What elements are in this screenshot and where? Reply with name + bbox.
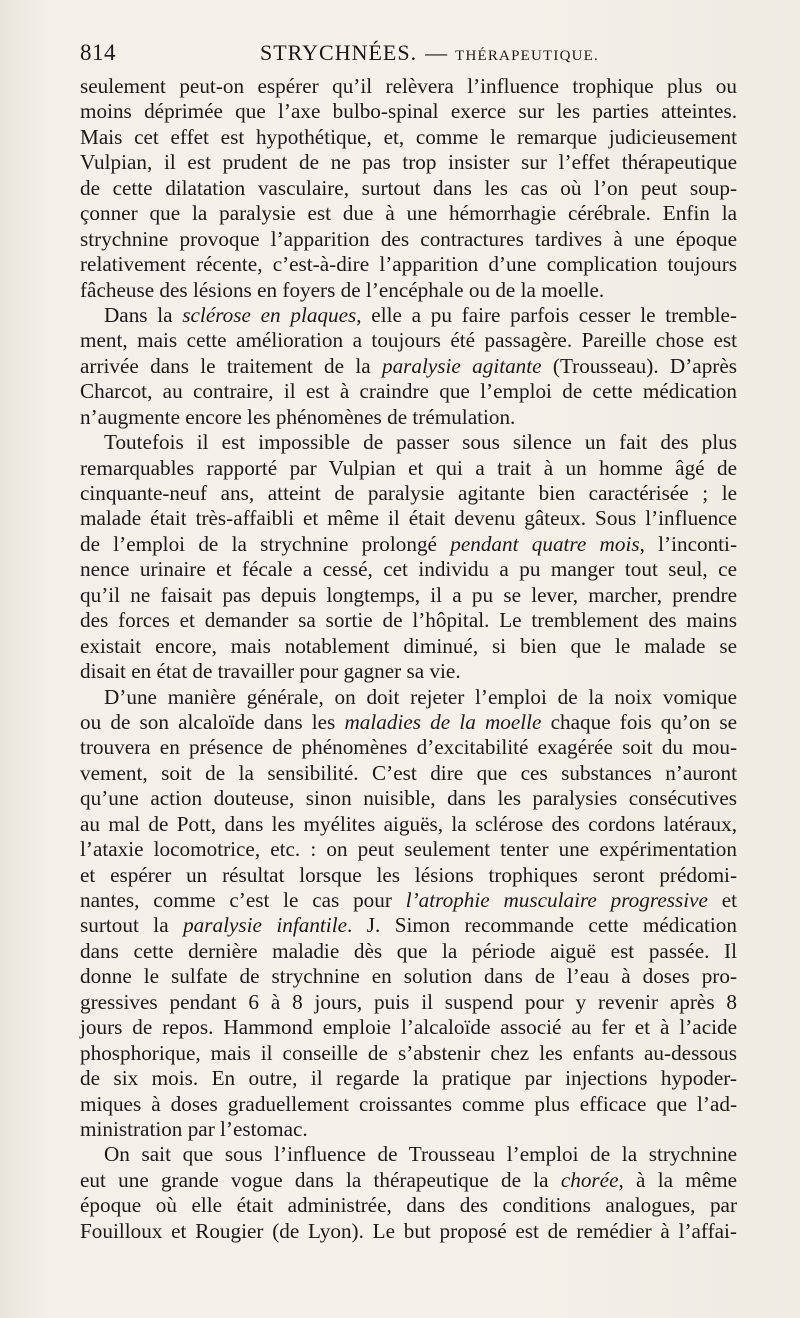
text-line	[80, 430, 737, 455]
text-segment: qu’une action douteuse, sinon nuisible, dans les paralysies consécutives	[80, 786, 737, 811]
text-line	[80, 888, 737, 913]
italic-term: paralysie infantile	[183, 913, 347, 938]
text-segment: et espérer un résultat lorsque les lésions trophiques seront prédomi-	[80, 862, 737, 887]
text-line	[80, 786, 737, 811]
text-line	[80, 990, 737, 1015]
text-line	[80, 532, 737, 557]
paragraph	[80, 1142, 737, 1244]
italic-term: maladies de la moelle	[344, 709, 542, 734]
text-segment: seulement peut-on espérer qu’il relèvera l’influence trophique plus ou	[80, 74, 737, 98]
text-line	[80, 557, 737, 582]
text-line	[80, 125, 737, 150]
text-line	[80, 99, 737, 124]
text-segment: miques à doses graduellement croissantes comme plus efficace que l’ad-	[80, 1091, 737, 1116]
text-segment: n’augmente encore les phénomènes de trémulation.	[80, 404, 516, 429]
text-segment: , l’inconti-	[639, 531, 737, 556]
text-segment: malade était très-affaibli et même il était devenu gâteux. Sous l’influence	[80, 506, 737, 531]
text-segment: des forces et demander sa sortie de l’hôpital. Le tremblement des mains	[80, 608, 737, 633]
italic-term: l’atrophie musculaire progressive	[405, 888, 708, 912]
text-segment: Charcot, au contraire, il est à craindre que l’emploi de cette médication	[80, 379, 737, 404]
text-segment: ou de son alcaloïde dans les	[80, 709, 345, 734]
running-title-separator: —	[425, 40, 448, 65]
text-segment: jours de repos. Hammond emploie l’alcaloïde associé au fer et à l’acide	[80, 1015, 737, 1040]
text-line	[80, 1142, 737, 1167]
paragraph	[80, 303, 737, 430]
running-title	[260, 40, 599, 66]
text-segment: l’ataxie locomotrice, etc. : on peut seulement tenter une expérimentation	[80, 837, 737, 862]
running-header	[80, 36, 762, 70]
text-line	[80, 583, 737, 608]
text-segment: , à la même	[618, 1167, 737, 1192]
text-line	[80, 328, 737, 353]
text-line	[80, 379, 737, 404]
text-line	[80, 939, 737, 964]
text-line	[80, 634, 737, 659]
text-line	[80, 1219, 737, 1244]
text-segment: çonner que la paralysie est due à une hémorrhagie cérébrale. Enfin la	[80, 201, 737, 226]
text-line	[80, 1117, 737, 1142]
text-segment: chaque fois qu’on se	[541, 709, 737, 734]
text-line	[80, 812, 737, 837]
text-line	[80, 1066, 737, 1091]
text-line	[80, 506, 737, 531]
text-line	[80, 354, 737, 379]
text-line	[80, 761, 737, 786]
running-title-main: STRYCHNÉES.	[260, 40, 418, 65]
text-segment: époque où elle était administrée, dans des conditions analogues, par	[80, 1193, 737, 1218]
text-line	[80, 837, 737, 862]
text-segment: donne le sulfate de strychnine en solution dans de l’eau à doses pro-	[80, 964, 737, 989]
text-line	[80, 685, 737, 710]
text-segment: arrivée dans le traitement de la	[80, 353, 382, 378]
text-line	[80, 456, 737, 481]
text-segment: surtout la	[80, 913, 184, 938]
text-line	[80, 227, 737, 252]
text-segment: On sait que sous l’influence de Trousseau l’emploi de la strychnine	[104, 1142, 737, 1167]
text-segment: phosphorique, mais il conseille de s’abstenir chez les enfants au-dessous	[80, 1040, 737, 1065]
text-segment: . J. Simon recommande cette médication	[347, 913, 737, 938]
text-segment: de cette dilatation vasculaire, surtout dans les cas où l’on peut soup-	[80, 175, 737, 200]
text-segment: D’une manière générale, on doit rejeter l’emploi de la noix vomique	[104, 684, 737, 709]
text-line	[80, 1168, 737, 1193]
text-line	[80, 150, 737, 175]
text-segment: et	[707, 888, 738, 912]
text-segment: Dans la	[104, 302, 183, 327]
text-segment: existait encore, mais notablement diminué, si bien que le malade se	[80, 633, 737, 658]
text-line	[80, 1015, 737, 1040]
paragraph	[80, 685, 737, 1143]
paragraph	[80, 430, 737, 684]
text-line	[80, 659, 737, 684]
text-line	[80, 278, 737, 303]
text-segment: qu’il ne faisait pas depuis longtemps, il a pu se lever, marcher, prendre	[80, 582, 737, 607]
text-line	[80, 1193, 737, 1218]
text-segment: Toutefois il est impossible de passer sous silence un fait des plus	[104, 430, 737, 455]
text-segment: eut une grande vogue dans la thérapeutique de la	[80, 1167, 561, 1192]
text-line	[80, 608, 737, 633]
italic-term: paralysie agitante	[381, 353, 542, 378]
text-segment: moins déprimée que l’axe bulbo-spinal exerce sur les parties atteintes.	[80, 99, 737, 124]
text-segment: ment, mais cette amélioration a toujours été passagère. Pareille chose est	[80, 328, 737, 353]
text-segment: nence urinaire et fécale a cessé, cet individu a pu manger tout seul, ce	[80, 557, 737, 582]
text-line	[80, 252, 737, 277]
text-segment: trouvera en présence de phénomènes d’excitabilité exagérée soit du mou-	[80, 735, 737, 760]
text-line	[80, 710, 737, 735]
text-segment: gressives pendant 6 à 8 jours, puis il suspend pour y revenir après 8	[80, 989, 737, 1014]
text-segment: dans cette dernière maladie dès que la période aiguë est passée. Il	[80, 938, 737, 963]
text-line	[80, 1092, 737, 1117]
text-segment: Mais cet effet est hypothétique, et, comme le remarque judicieusement	[80, 124, 737, 149]
text-segment: de l’emploi de la strychnine prolongé	[80, 531, 451, 556]
text-line	[80, 913, 737, 938]
text-segment: vement, soit de la sensibilité. C’est dire que ces substances n’auront	[80, 760, 737, 785]
text-line	[80, 735, 737, 760]
text-segment: remarquables rapporté par Vulpian et qui a trait à un homme âgé de	[80, 455, 737, 480]
text-segment: nantes, comme c’est le cas pour	[80, 888, 406, 912]
text-segment: au mal de Pott, dans les myélites aiguës, la sclérose des cordons latéraux,	[80, 811, 737, 836]
text-segment: Fouilloux et Rougier (de Lyon). Le but proposé est de remédier à l’affai-	[80, 1218, 737, 1243]
italic-term: pendant quatre mois	[450, 531, 640, 556]
text-segment: ministration par l’estomac.	[80, 1116, 308, 1141]
text-line	[80, 176, 737, 201]
text-segment: (Trousseau). D’après	[541, 353, 737, 378]
text-segment: Vulpian, il est prudent de ne pas trop insister sur l’effet thérapeutique	[80, 150, 737, 175]
text-line	[80, 863, 737, 888]
italic-term: sclérose en plaques	[182, 302, 357, 327]
text-segment: strychnine provoque l’apparition des contractures tardives à une époque	[80, 226, 737, 251]
text-segment: cinquante-neuf ans, atteint de paralysie agitante bien caractérisée ; le	[80, 481, 737, 505]
running-title-subtitle: THÉRAPEUTIQUE.	[455, 48, 599, 64]
text-line	[80, 74, 737, 99]
text-segment: fâcheuse des lésions en foyers de l’encéphale ou de la moelle.	[80, 277, 605, 302]
text-line	[80, 405, 737, 430]
text-line	[80, 201, 737, 226]
text-line	[80, 1041, 737, 1066]
text-segment: disait en état de travailler pour gagner sa vie.	[80, 659, 461, 684]
paragraph	[80, 74, 737, 303]
text-segment: de six mois. En outre, il regarde la pratique par injections hypoder-	[80, 1066, 737, 1091]
text-segment: , elle a pu faire parfois cesser le tremble-	[356, 302, 737, 327]
page-number: 814	[80, 40, 116, 65]
text-line	[80, 303, 737, 328]
italic-term: chorée	[560, 1167, 619, 1192]
text-segment: relativement récente, c’est-à-dire l’apparition d’une complication toujours	[80, 252, 737, 277]
body-text	[80, 74, 737, 1244]
text-line	[80, 481, 737, 506]
text-line	[80, 964, 737, 989]
